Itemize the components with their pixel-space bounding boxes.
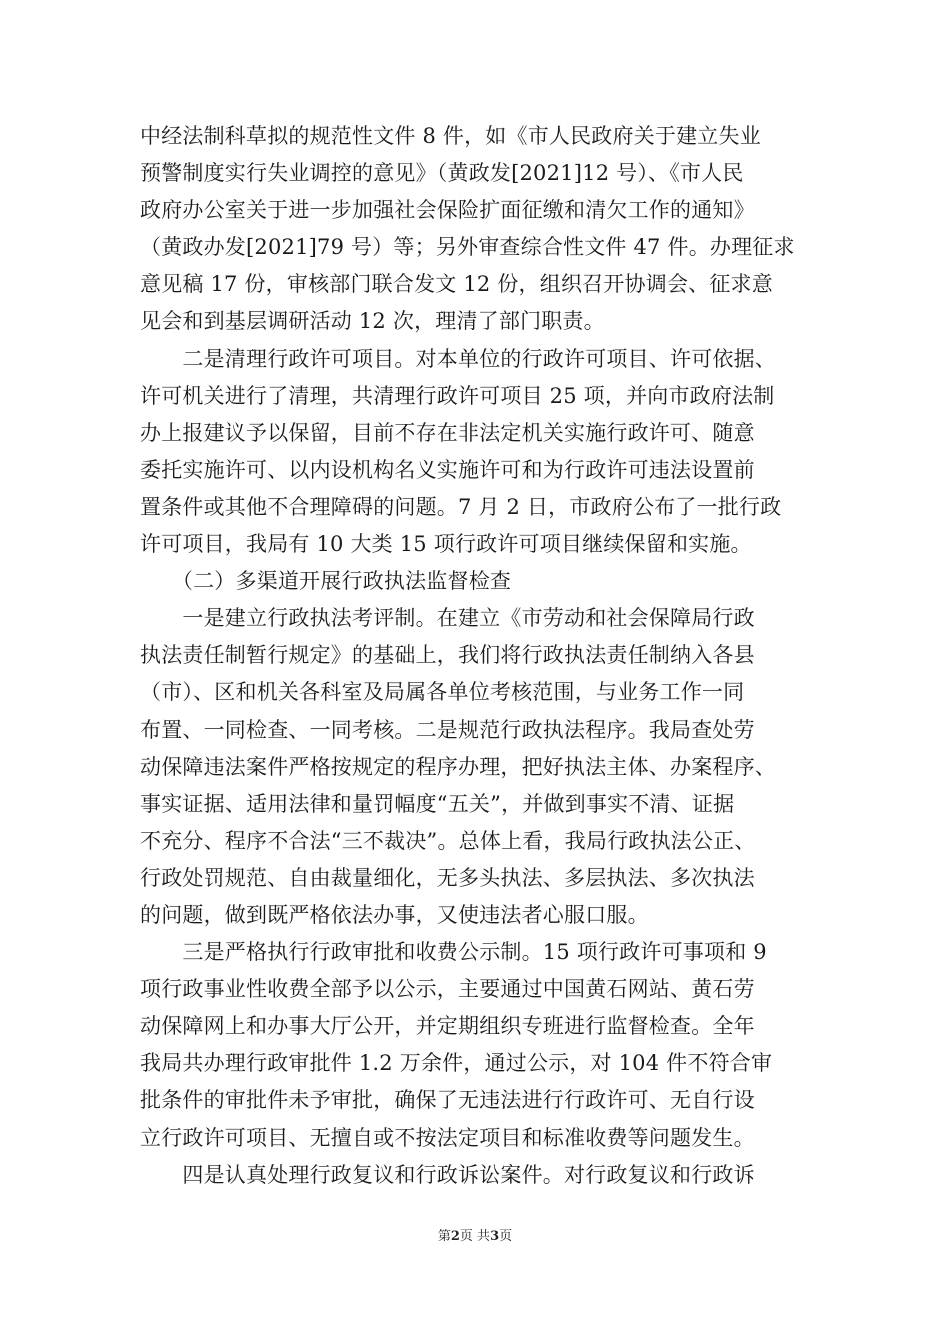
text-line: 执法责任制暂行规定》的基础上，我们将行政执法责任制纳入各县 bbox=[140, 643, 755, 668]
document-body bbox=[140, 118, 816, 1194]
text-line: 行政处罚规范、自由裁量细化，无多头执法、多层执法、多次执法 bbox=[140, 865, 755, 890]
text-line: 许可机关进行了清理，共清理行政许可项目 25 项，并向市政府法制 bbox=[140, 383, 775, 408]
footer-suffix: 页 bbox=[499, 1229, 513, 1244]
text-line: 不充分、程序不合法“三不裁决”。总体上看，我局行政执法公正、 bbox=[140, 828, 756, 853]
text-line: 动保障违法案件严格按规定的程序办理，把好执法主体、办案程序、 bbox=[140, 754, 776, 779]
text-line: 许可项目，我局有 10 大类 15 项行政许可项目继续保留和实施。 bbox=[140, 532, 752, 557]
section-heading: （二）多渠道开展行政执法监督检查 bbox=[140, 569, 512, 594]
text-line: 办上报建议予以保留，目前不存在非法定机关实施行政许可、随意 bbox=[140, 420, 755, 445]
text-line: 二是清理行政许可项目。对本单位的行政许可项目、许可依据、 bbox=[140, 346, 776, 371]
current-page-number: 2 bbox=[450, 1229, 460, 1244]
text-line: 项行政事业性收费全部予以公示，主要通过中国黄石网站、黄石劳 bbox=[140, 977, 755, 1002]
text-line: 置条件或其他不合理障碍的问题。7 月 2 日，市政府公布了一批行政 bbox=[140, 494, 782, 519]
text-line: 委托实施许可、以内设机构名义实施许可和为行政许可违法设置前 bbox=[140, 457, 755, 482]
text-line: （市）、区和机关各科室及局属各单位考核范围，与业务工作一同 bbox=[140, 680, 745, 705]
text-line: 预警制度实行失业调控的意见》（黄政发[2021]12 号）、《市人民 bbox=[140, 161, 744, 186]
text-line: 事实证据、适用法律和量罚幅度“五关”，并做到事实不清、证据 bbox=[140, 791, 735, 816]
text-line: 布置、一同检查、一同考核。二是规范行政执法程序。我局查处劳 bbox=[140, 717, 755, 742]
text-line: （黄政办发[2021]79 号）等；另外审查综合性文件 47 件。办理征求 bbox=[140, 235, 795, 260]
text-line: 动保障网上和办事大厅公开，并定期组织专班进行监督检查。全年 bbox=[140, 1014, 755, 1039]
text-line: 见会和到基层调研活动 12 次，理清了部门职责。 bbox=[140, 309, 605, 334]
text-line: 中经法制科草拟的规范性文件 8 件，如《市人民政府关于建立失业 bbox=[140, 124, 761, 148]
text-line: 意见稿 17 份，审核部门联合发文 12 份，组织召开协调会、征求意 bbox=[140, 272, 773, 297]
page-footer bbox=[0, 1228, 950, 1246]
text-line: 一是建立行政执法考评制。在建立《市劳动和社会保障局行政 bbox=[140, 606, 755, 631]
text-line: 我局共办理行政审批件 1.2 万余件，通过公示，对 104 件不符合审 bbox=[140, 1051, 773, 1076]
text-line: 三是严格执行行政审批和收费公示制。15 项行政许可事项和 9 bbox=[140, 940, 767, 965]
footer-middle: 页 共 bbox=[459, 1229, 491, 1244]
text-line: 的问题，做到既严格依法办事，又使违法者心服口服。 bbox=[140, 902, 649, 927]
text-line: 四是认真处理行政复议和行政诉讼案件。对行政复议和行政诉 bbox=[140, 1162, 755, 1187]
text-line: 立行政许可项目、无擅自或不按法定项目和标准收费等问题发生。 bbox=[140, 1125, 755, 1150]
text-line: 政府办公室关于进一步加强社会保险扩面征缴和清欠工作的通知》 bbox=[140, 198, 755, 223]
text-line: 批条件的审批件未予审批，确保了无违法进行行政许可、无自行设 bbox=[140, 1088, 755, 1113]
total-pages-number: 3 bbox=[490, 1229, 500, 1244]
footer-prefix: 第 bbox=[437, 1229, 451, 1244]
